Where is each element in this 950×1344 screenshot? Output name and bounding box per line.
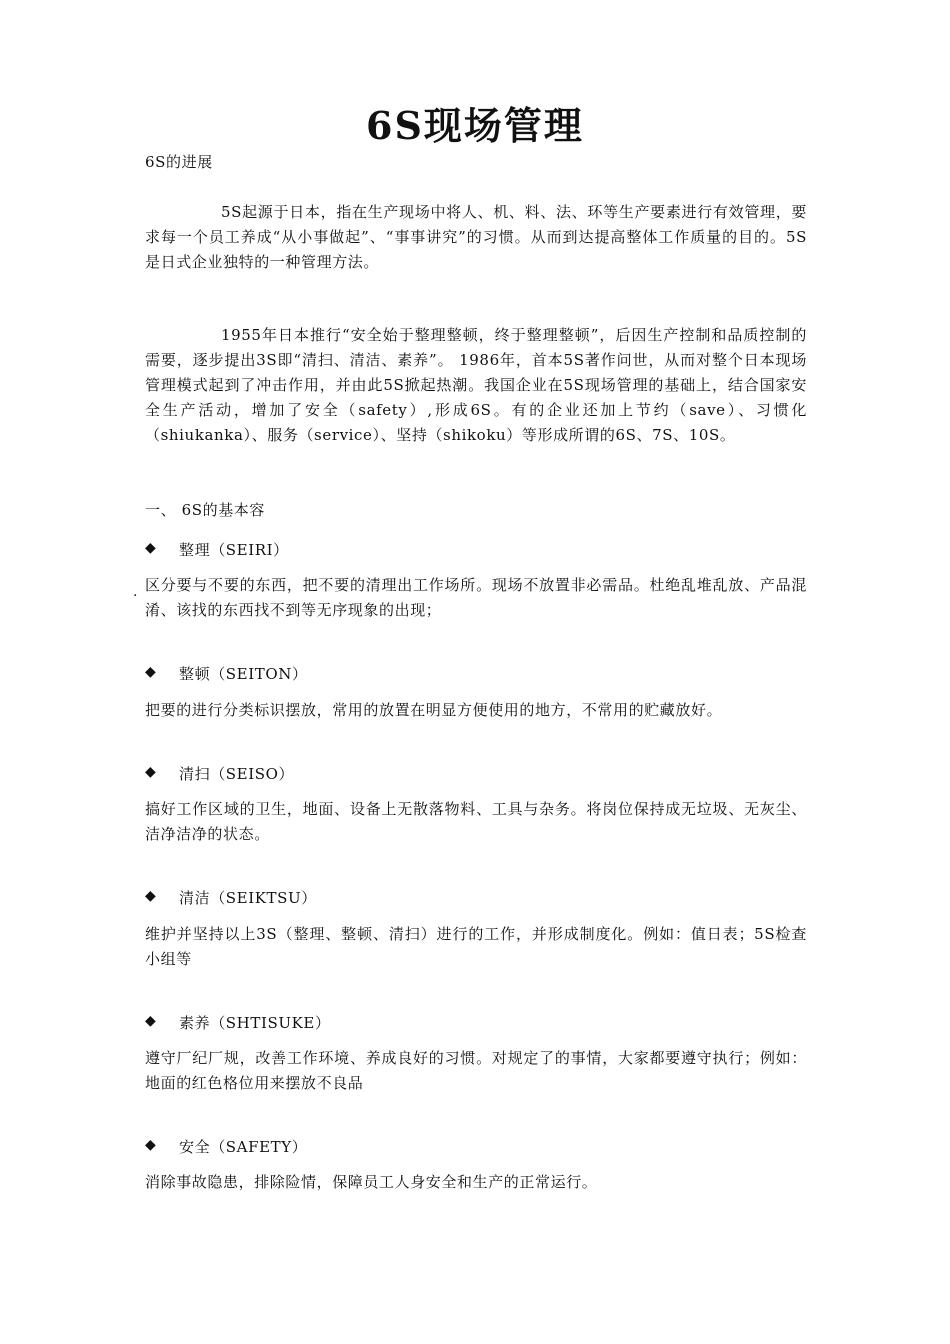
item-description: 区分要与不要的东西，把不要的清理出工作场所。现场不放置非必需品。杜绝乱堆乱放、产品混淆、该找的东西找不到等无序现象的出现； <box>145 576 807 619</box>
bullet-label: 清洁（SEIKTSU） <box>179 889 317 907</box>
bullet-label: 整理（SEIRI） <box>179 541 289 559</box>
intro-heading: 6S的进展 <box>145 153 213 171</box>
stray-dot-mark: . <box>133 584 138 600</box>
item-description: 消除事故隐患，排除险情，保障员工人身安全和生产的正常运行。 <box>145 1173 598 1191</box>
diamond-bullet-icon: ◆ <box>145 664 157 680</box>
paragraph-history: 1955年日本推行“安全始于整理整顿，终于整理整顿”，后因生产控制和品质控制的需要，逐步提出3S即“清扫、清洁、素养”。 1986年，首本5S著作问世，从而对整个日本现场管理模式起到了冲击作用，并由此5S掀起热潮。我国企业在5S现场管理的基础上，结合国家安全生产活动，增加了安全（safety）,形成6S。有的企业还加上节约（save）、习惯化（shiukanka）、服务（service）、坚持（shikoku）等形成所谓的6S、7S、10S。 <box>145 326 807 444</box>
item-description: 搞好工作区域的卫生，地面、设备上无散落物料、工具与杂务。将岗位保持成无垃圾、无灰尘、洁净洁净的状态。 <box>145 800 807 843</box>
item-description: 维护并坚持以上3S（整理、整顿、清扫）进行的工作，并形成制度化。例如：值日表；5S检查小组等 <box>145 925 807 968</box>
document-title: 6S现场管理 <box>366 103 584 148</box>
diamond-bullet-icon: ◆ <box>145 540 157 556</box>
section-heading: 一、 6S的基本容 <box>145 501 265 519</box>
diamond-bullet-icon: ◆ <box>145 1137 157 1153</box>
item-description: 遵守厂纪厂规，改善工作环境、养成良好的习惯。对规定了的事情，大家都要遵守执行；例如：地面的红色格位用来摆放不良品 <box>145 1049 807 1092</box>
bullet-label: 素养（SHTISUKE） <box>179 1014 331 1032</box>
diamond-bullet-icon: ◆ <box>145 1013 157 1029</box>
bullet-label: 安全（SAFETY） <box>179 1138 308 1156</box>
bullet-label: 整顿（SEITON） <box>179 665 308 683</box>
item-description: 把要的进行分类标识摆放，常用的放置在明显方便使用的地方，不常用的贮藏放好。 <box>145 701 723 719</box>
bullet-label: 清扫（SEISO） <box>179 765 295 783</box>
diamond-bullet-icon: ◆ <box>145 888 157 904</box>
diamond-bullet-icon: ◆ <box>145 764 157 780</box>
paragraph-origin: 5S起源于日本，指在生产现场中将人、机、料、法、环等生产要素进行有效管理，要求每一个员工养成“从小事做起”、“事事讲究”的习惯。从而到达提高整体工作质量的目的。5S是日式企业独特的一种管理方法。 <box>145 203 807 271</box>
